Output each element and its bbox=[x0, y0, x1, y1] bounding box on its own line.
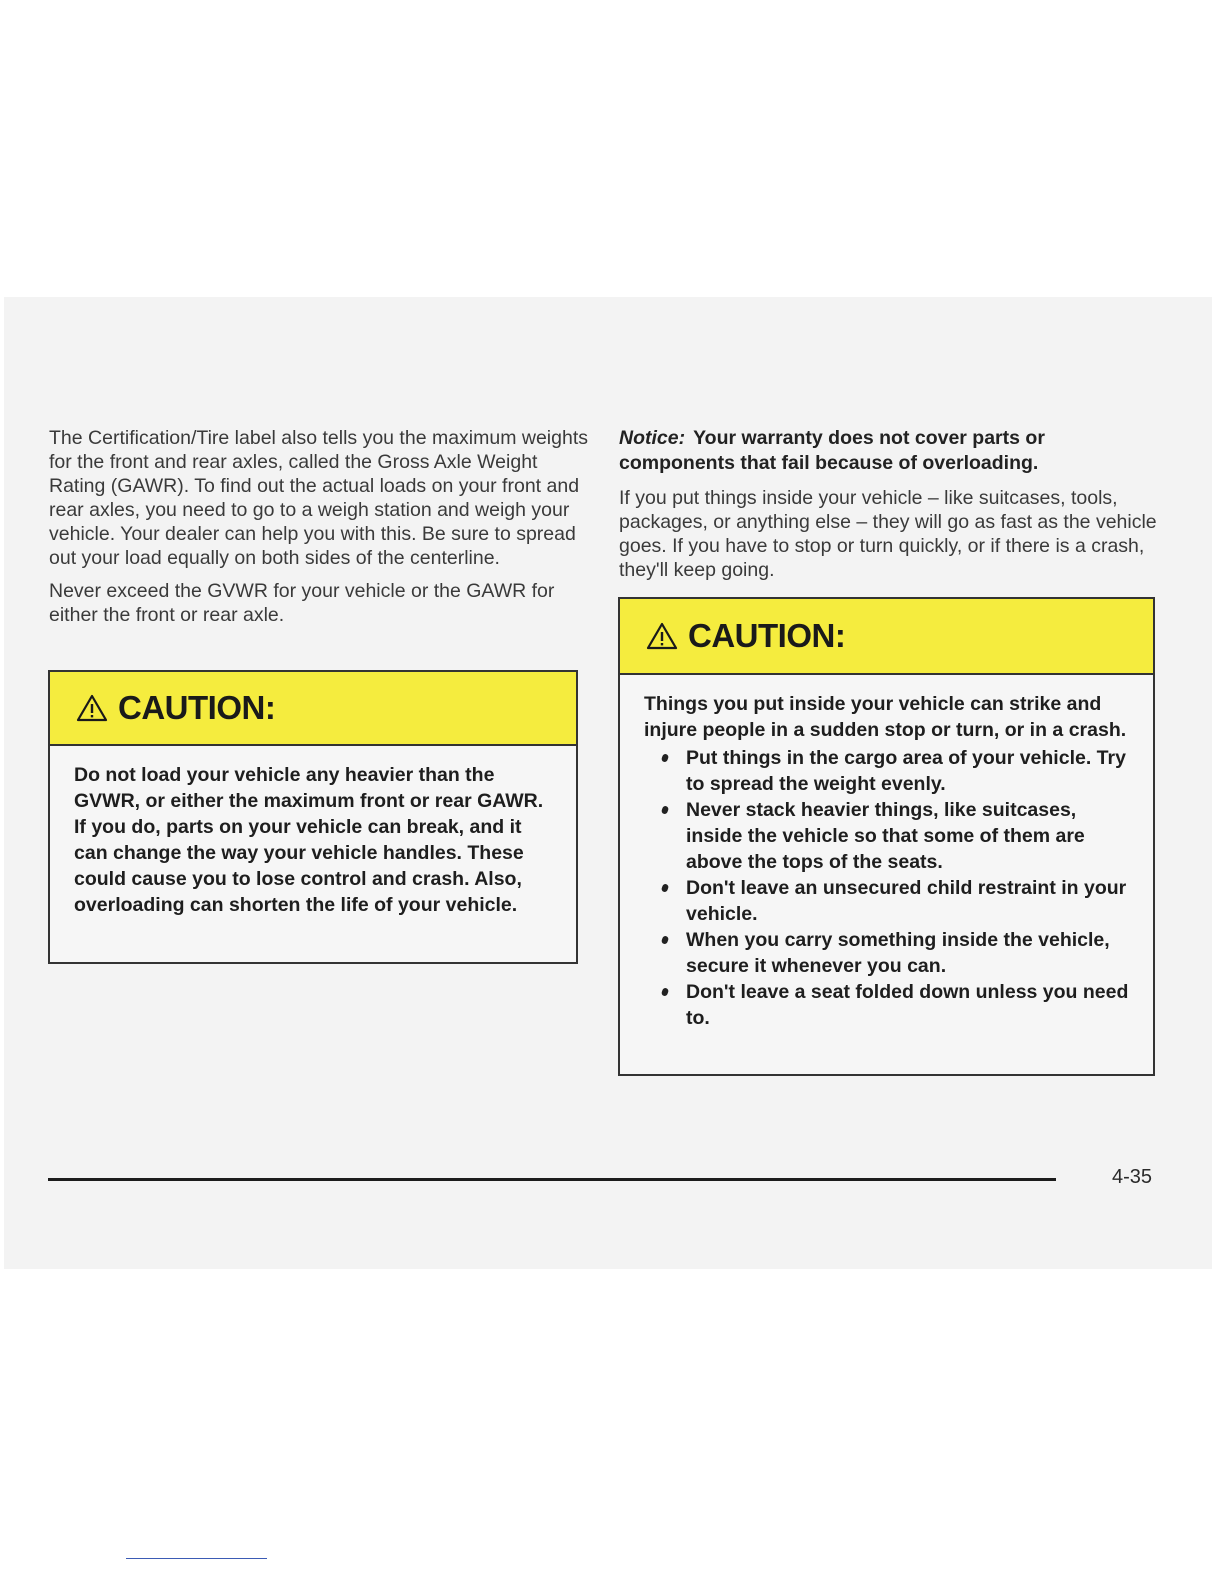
caution-header bbox=[620, 599, 1153, 675]
bullet-icon bbox=[661, 935, 669, 945]
caution-title: CAUTION: bbox=[118, 689, 276, 726]
list-item-text: Don't leave an unsecured child restraint in your vehicle. bbox=[686, 877, 1127, 925]
list-item bbox=[686, 875, 1131, 927]
never-exceed-paragraph: Never exceed the GVWR for your vehicle or the GAWR for either the front or rear axle. bbox=[49, 580, 555, 626]
list-item bbox=[686, 797, 1131, 875]
caution-body bbox=[620, 675, 1153, 1031]
bullet-icon bbox=[661, 805, 669, 815]
list-item bbox=[686, 927, 1131, 979]
page-number: 4-35 bbox=[1112, 1166, 1153, 1188]
gawr-paragraph: The Certification/Tire label also tells you the maximum weights for the front and rear axles, called the Gross Axle Weight Rating (GAWR). To find out the actual loads on your front and rear axles, you need to go to a weigh station and weigh your vehicle. Your dealer can help you with this. Be sure to spread out your load equally on both sides of the centerline. bbox=[49, 427, 588, 569]
caution-box-cargo bbox=[618, 597, 1155, 1076]
notice-label: Notice: bbox=[619, 427, 686, 449]
list-item-text: Never stack heavier things, like suitcases, inside the vehicle so that some of them are above the tops of the seats. bbox=[686, 799, 1085, 873]
right-column bbox=[619, 426, 1159, 582]
bullet-icon bbox=[661, 883, 669, 893]
left-column bbox=[49, 426, 589, 627]
warning-triangle-icon bbox=[76, 693, 108, 723]
list-item bbox=[686, 979, 1131, 1031]
list-item-text: When you carry something inside the vehicle, secure it whenever you can. bbox=[686, 929, 1110, 977]
bottom-divider bbox=[126, 1558, 267, 1559]
caution-title: CAUTION: bbox=[688, 617, 846, 654]
list-item bbox=[686, 745, 1131, 797]
bullet-icon bbox=[661, 753, 669, 763]
loose-items-paragraph: If you put things inside your vehicle – like suitcases, tools, packages, or anything else – they will go as fast as the vehicle goes. If you have to stop or turn quickly, or if there is a crash, they'll keep going. bbox=[619, 487, 1157, 581]
caution-text: Do not load your vehicle any heavier than the GVWR, or either the maximum front or rear GAWR. If you do, parts on your vehicle can break, and it can change the way your vehicle handles. These could cause you to lose control and crash. Also, overloading can shorten the life of your vehicle. bbox=[74, 764, 544, 916]
warranty-notice bbox=[619, 426, 1159, 476]
footer-rule bbox=[48, 1178, 1056, 1181]
caution-header bbox=[50, 672, 576, 746]
list-item-text: Put things in the cargo area of your vehicle. Try to spread the weight evenly. bbox=[686, 747, 1126, 795]
caution-intro: Things you put inside your vehicle can strike and injure people in a sudden stop or turn, or in a crash. bbox=[644, 693, 1127, 741]
caution-bullet-list bbox=[644, 745, 1131, 1031]
warning-triangle-icon bbox=[646, 621, 678, 651]
list-item-text: Don't leave a seat folded down unless you need to. bbox=[686, 981, 1129, 1029]
caution-box-overload bbox=[48, 670, 578, 964]
caution-body bbox=[50, 746, 576, 918]
bullet-icon bbox=[661, 987, 669, 997]
notice-text: Your warranty does not cover parts or components that fail because of overloading. bbox=[619, 427, 1045, 474]
